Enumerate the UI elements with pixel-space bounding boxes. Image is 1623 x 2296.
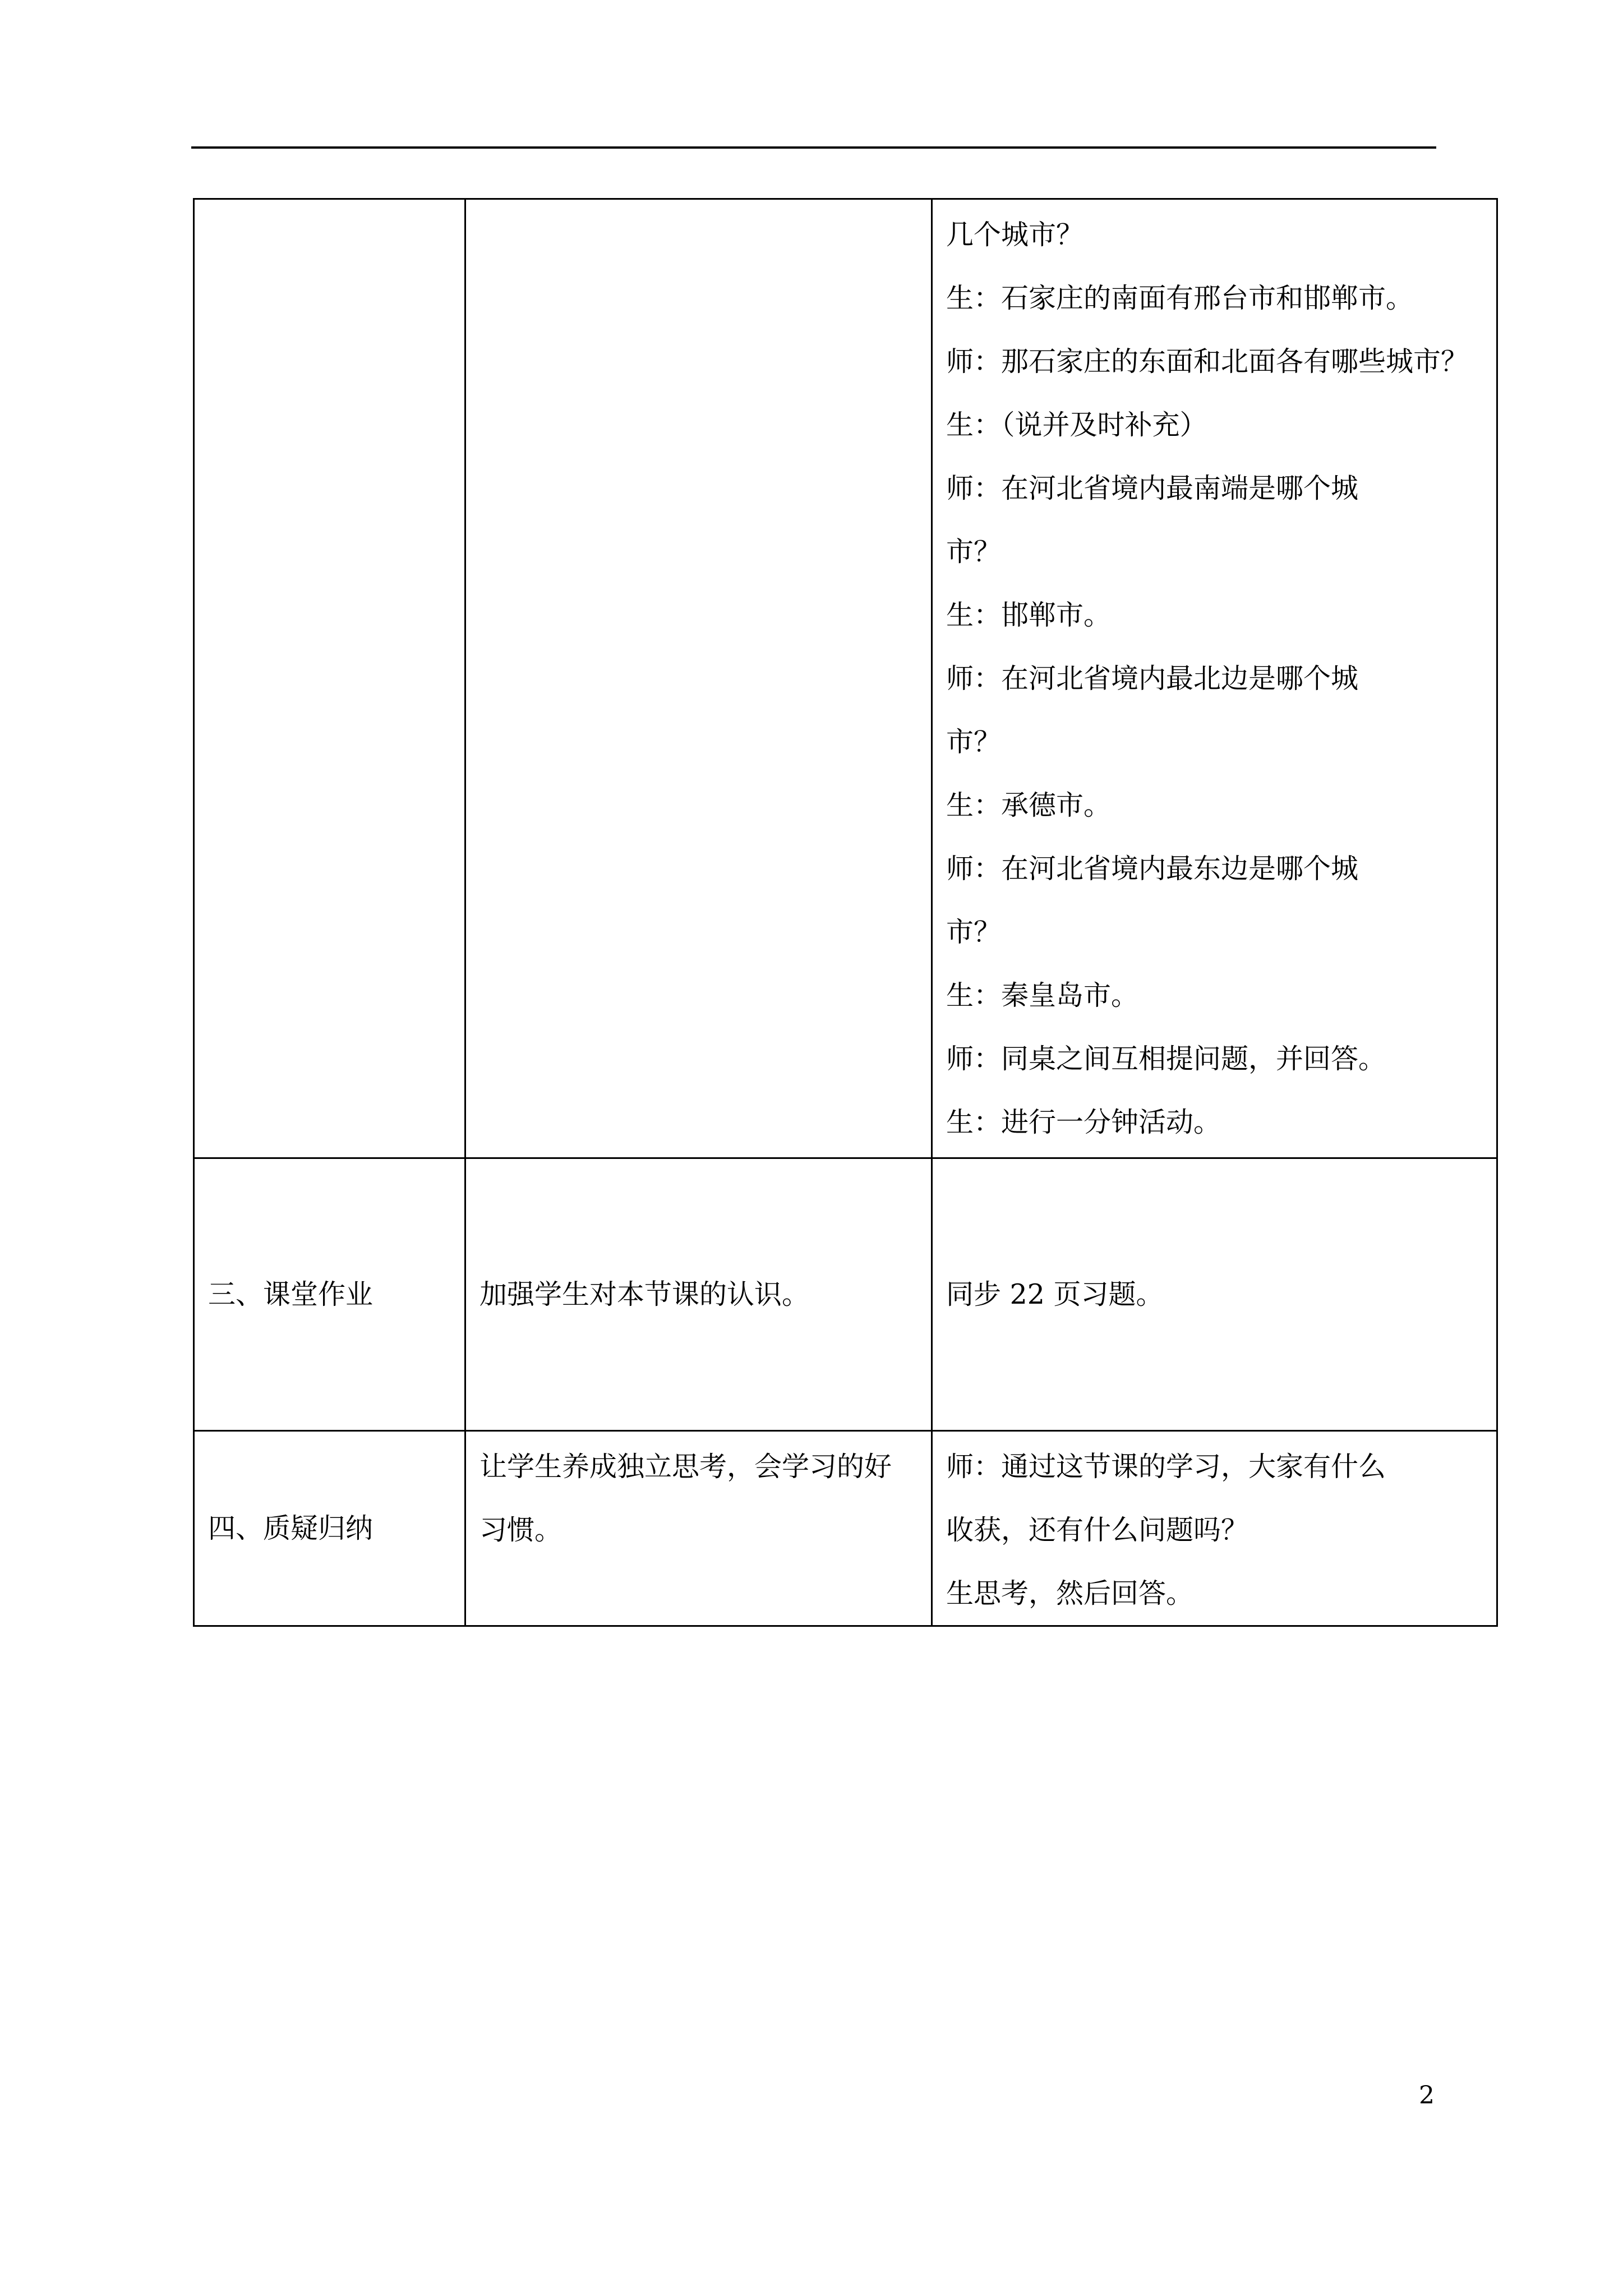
dialogue-line: 市？	[946, 916, 1002, 948]
dialogue-line: 同步 22 页习题。	[946, 1278, 1164, 1310]
dialogue-line: 几个城市？	[946, 219, 1084, 251]
stage-label: 四、质疑归纳	[208, 1512, 374, 1544]
lesson-plan-table	[193, 198, 1498, 1627]
goal-cell	[465, 199, 932, 1158]
dialogue-line: 市？	[946, 536, 1002, 568]
dialogue-line: 生：承德市。	[946, 789, 1112, 821]
dialogue-line: 师：通过这节课的学习，大家有什么	[946, 1451, 1386, 1483]
stage-cell	[194, 1158, 465, 1431]
goal-cell	[465, 1431, 932, 1626]
dialogue-line: 生：进行一分钟活动。	[946, 1106, 1221, 1138]
process-cell	[932, 1158, 1497, 1431]
table-row	[194, 199, 1497, 1158]
dialogue-line: 师：同桌之间互相提问题，并回答。	[946, 1043, 1386, 1075]
dialogue-line: 生：秦皇岛市。	[946, 979, 1139, 1011]
dialogue-line: 生：邯郸市。	[946, 599, 1112, 631]
process-cell	[932, 199, 1497, 1158]
header-rule	[191, 146, 1436, 149]
table-row	[194, 1431, 1497, 1626]
goal-text: 加强学生对本节课的认识。	[479, 1278, 810, 1310]
dialogue-line: 师：在河北省境内最北边是哪个城	[946, 662, 1359, 694]
goal-text: 习惯。	[479, 1514, 562, 1546]
stage-cell	[194, 199, 465, 1158]
dialogue-line: 师：在河北省境内最东边是哪个城	[946, 853, 1359, 885]
process-cell	[932, 1431, 1497, 1626]
page-number: 2	[1419, 2081, 1435, 2110]
dialogue-line: 师：在河北省境内最南端是哪个城	[946, 472, 1359, 504]
goal-text: 让学生养成独立思考，会学习的好	[479, 1451, 892, 1483]
stage-label: 三、课堂作业	[208, 1278, 374, 1310]
stage-cell	[194, 1431, 465, 1626]
dialogue-line: 生：石家庄的南面有邢台市和邯郸市。	[946, 282, 1414, 314]
dialogue-line: 生：（说并及时补充）	[946, 409, 1207, 441]
dialogue-line: 师：那石家庄的东面和北面各有哪些城市？	[946, 346, 1469, 378]
dialogue-line: 市？	[946, 726, 1002, 758]
dialogue-line: 生思考，然后回答。	[946, 1577, 1194, 1609]
dialogue-line: 收获，还有什么问题吗？	[946, 1514, 1249, 1546]
goal-cell	[465, 1158, 932, 1431]
table-row	[194, 1158, 1497, 1431]
